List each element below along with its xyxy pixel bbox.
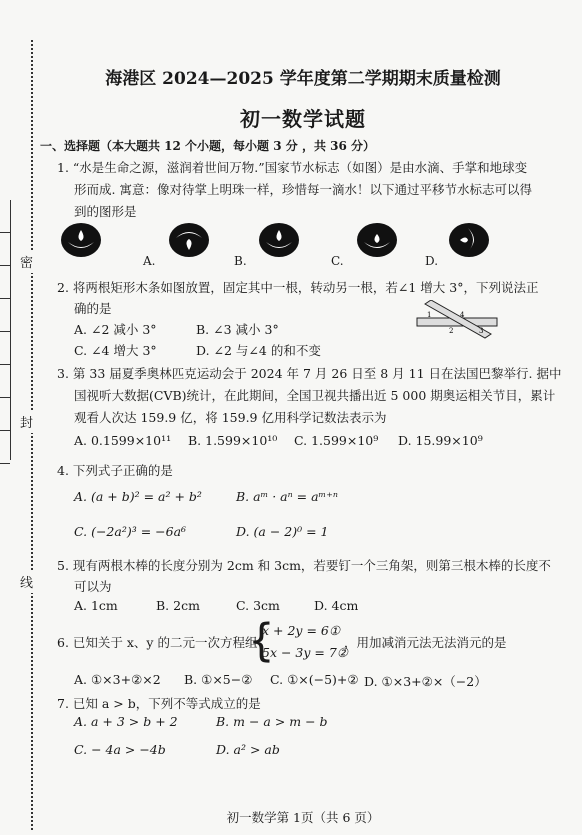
exam-title: 海港区 2024—2025 学年度第二学期期末质量检测 xyxy=(105,69,501,89)
q6-option-b: B. ①×5−② xyxy=(184,672,253,687)
q2-option-d: D. ∠2 与∠4 的和不变 xyxy=(196,343,321,358)
seal-char-feng: 封 xyxy=(20,410,33,433)
exam-subtitle: 初一数学试题 xyxy=(240,107,366,131)
q6-brace: { xyxy=(248,614,275,667)
fig-label-4: 4 xyxy=(460,311,465,319)
q5-option-a: A. 1cm xyxy=(74,598,118,613)
option-c-logo-icon xyxy=(356,222,398,258)
seal-char-mi: 密 xyxy=(20,250,33,273)
q6-equation-1: x + 2y = 6① xyxy=(262,623,341,638)
q5-option-b: B. 2cm xyxy=(156,598,200,613)
option-d-logo-icon xyxy=(448,222,490,258)
q3-option-b: B. 1.599×10¹⁰ xyxy=(188,433,278,448)
fig-label-2: 2 xyxy=(449,327,454,335)
q6-equation-2: 5x − 3y = 7② xyxy=(262,645,349,660)
fig-label-1: 1 xyxy=(427,311,432,319)
q6-stem-pre: 6. 已知关于 x、y 的二元一次方程组 xyxy=(57,635,258,650)
q3-option-d: D. 15.99×10⁹ xyxy=(398,433,483,448)
water-logo-original-icon xyxy=(60,222,102,258)
q5-line2: 可以为 xyxy=(74,579,112,594)
q1-label-b: B. xyxy=(234,254,247,268)
q5-option-c: C. 3cm xyxy=(236,598,280,613)
q1-label-d: D. xyxy=(425,254,439,268)
q6-option-a: A. ①×3+②×2 xyxy=(74,672,161,687)
option-a-logo-icon xyxy=(168,222,210,258)
q4-option-b: B. aᵐ · aⁿ = aᵐ⁺ⁿ xyxy=(236,489,338,504)
q7-option-d: D. a² > ab xyxy=(216,742,280,757)
option-b-logo-icon xyxy=(258,222,300,258)
q2-line1: 2. 将两根矩形木条如图放置，固定其中一根，转动另一根，若∠1 增大 3°，下列说法正 xyxy=(57,280,539,295)
q2-option-b: B. ∠3 减小 3° xyxy=(196,322,279,337)
q1-line1: 1. “水是生命之源，滋润着世间万物.”国家节水标志（如图）是由水滴、手掌和地球变 xyxy=(57,160,528,175)
section-heading: 一、选择题（本大题共 12 个小题，每小题 3 分 ，共 36 分） xyxy=(40,139,375,153)
seal-char-xian: 线 xyxy=(20,570,33,593)
q2-wooden-strips-figure xyxy=(415,300,500,340)
q4-stem: 4. 下列式子正确的是 xyxy=(57,463,173,478)
q6-option-c: C. ①×(−5)+② xyxy=(270,672,359,687)
q3-line2: 国视听大数据(CVB)统计，在此期间，全国卫视共播出近 5 000 期奥运相关节目，累计 xyxy=(74,388,556,403)
fig-label-3: 3 xyxy=(479,327,484,335)
q5-line1: 5. 现有两根木棒的长度分别为 2cm 和 3cm，若要钉一个三角架，则第三根木棒的长度不 xyxy=(57,558,551,573)
q2-option-a: A. ∠2 减小 3° xyxy=(74,322,157,337)
q3-line3: 观看人次达 159.9 亿，将 159.9 亿用科学记数法表示为 xyxy=(74,410,387,425)
q1-label-a: A. xyxy=(143,254,156,268)
q3-line1: 3. 第 33 届夏季奥林匹克运动会于 2024 年 7 月 26 日至 8 月 11 日在法国巴黎举行. 据中 xyxy=(57,366,562,381)
q5-option-d: D. 4cm xyxy=(314,598,359,613)
q7-option-a: A. a + 3 > b + 2 xyxy=(74,714,178,729)
q2-option-c: C. ∠4 增大 3° xyxy=(74,343,157,358)
page-footer: 初一数学第 1页（共 6 页） xyxy=(226,810,380,825)
q1-line3: 到的图形是 xyxy=(74,204,137,219)
q3-option-c: C. 1.599×10⁹ xyxy=(294,433,379,448)
q6-option-d: D. ①×3+②×（−2） xyxy=(364,674,487,689)
q7-stem: 7. 已知 a > b，下列不等式成立的是 xyxy=(57,696,261,711)
q6-stem-post: ，用加减消元法无法消元的是 xyxy=(344,635,507,650)
q1-label-c: C. xyxy=(331,254,344,268)
margin-info-boxes xyxy=(0,200,11,460)
q3-option-a: A. 0.1599×10¹¹ xyxy=(74,433,172,448)
binding-dotted-line xyxy=(31,40,33,830)
q4-option-d: D. (a − 2)⁰ = 1 xyxy=(236,524,329,539)
q7-option-c: C. − 4a > −4b xyxy=(74,742,166,757)
q1-line2: 形而成. 寓意：像对待掌上明珠一样，珍惜每一滴水！以下通过平移节水标志可以得 xyxy=(74,182,532,197)
q7-option-b: B. m − a > m − b xyxy=(216,714,328,729)
q4-option-c: C. (−2a²)³ = −6a⁶ xyxy=(74,524,187,539)
q2-line2: 确的是 xyxy=(74,301,112,316)
q4-option-a: A. (a + b)² = a² + b² xyxy=(74,489,202,504)
